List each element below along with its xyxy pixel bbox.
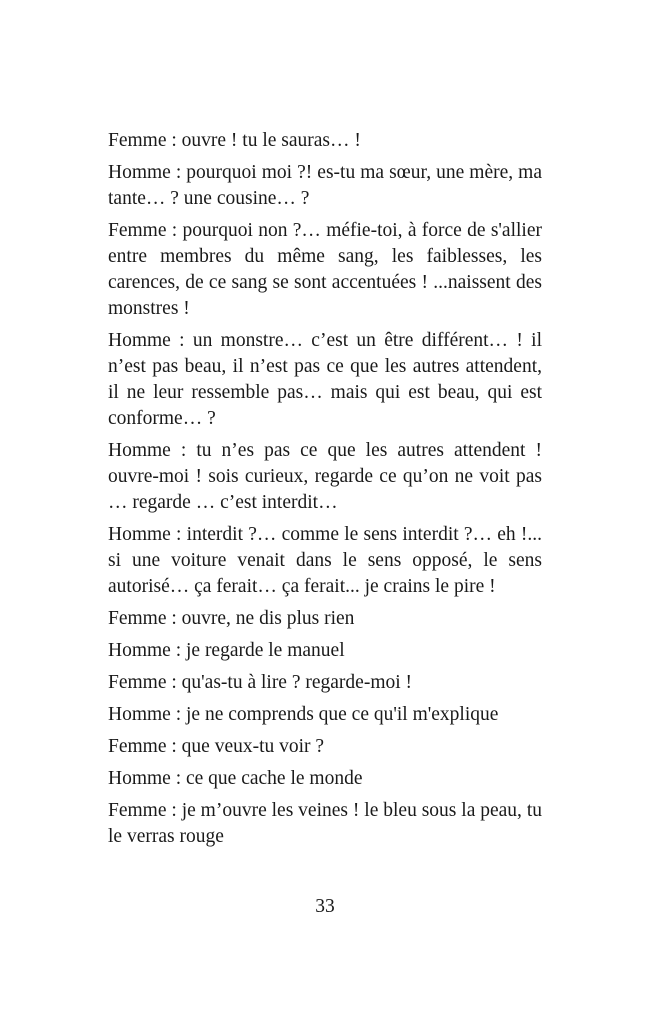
dialogue-line: Homme : un monstre… c’est un être différent… ! il n’est pas beau, il n’est pas ce que les autres attendent, il ne leur ressemble pas… mais qui est beau, qui est conforme… ? bbox=[108, 330, 542, 429]
dialogue-line: Homme : je regarde le manuel bbox=[108, 640, 345, 661]
page-body bbox=[108, 128, 542, 856]
dialogue-line: Femme : je m’ouvre les veines ! le bleu sous la peau, tu le verras rouge bbox=[108, 800, 542, 847]
dialogue-line: Homme : pourquoi moi ?! es-tu ma sœur, une mère, ma tante… ? une cousine… ? bbox=[108, 162, 542, 209]
dialogue-line: Femme : pourquoi non ?… méfie-toi, à force de s'allier entre membres du même sang, les faiblesses, les carences, de ce sang se sont accentuées ! ...naissent des monstres ! bbox=[108, 220, 542, 319]
dialogue-line: Femme : qu'as-tu à lire ? regarde-moi ! bbox=[108, 672, 413, 693]
dialogue-line: Homme : ce que cache le monde bbox=[108, 768, 363, 789]
dialogue-line: Homme : interdit ?… comme le sens interdit ?… eh !... si une voiture venait dans le sens opposé, le sens autorisé… ça ferait… ça ferait... je crains le pire ! bbox=[108, 524, 542, 597]
dialogue-line: Femme : que veux-tu voir ? bbox=[108, 736, 325, 757]
dialogue-line: Femme : ouvre ! tu le sauras… ! bbox=[108, 130, 361, 151]
dialogue-line: Femme : ouvre, ne dis plus rien bbox=[108, 608, 355, 629]
dialogue-line: Homme : tu n’es pas ce que les autres attendent ! ouvre-moi ! sois curieux, regarde ce qu’on ne voit pas … regarde … c’est interdit… bbox=[108, 440, 542, 513]
dialogue-line: Homme : je ne comprends que ce qu'il m'explique bbox=[108, 704, 499, 725]
page-number: 33 bbox=[315, 896, 335, 917]
